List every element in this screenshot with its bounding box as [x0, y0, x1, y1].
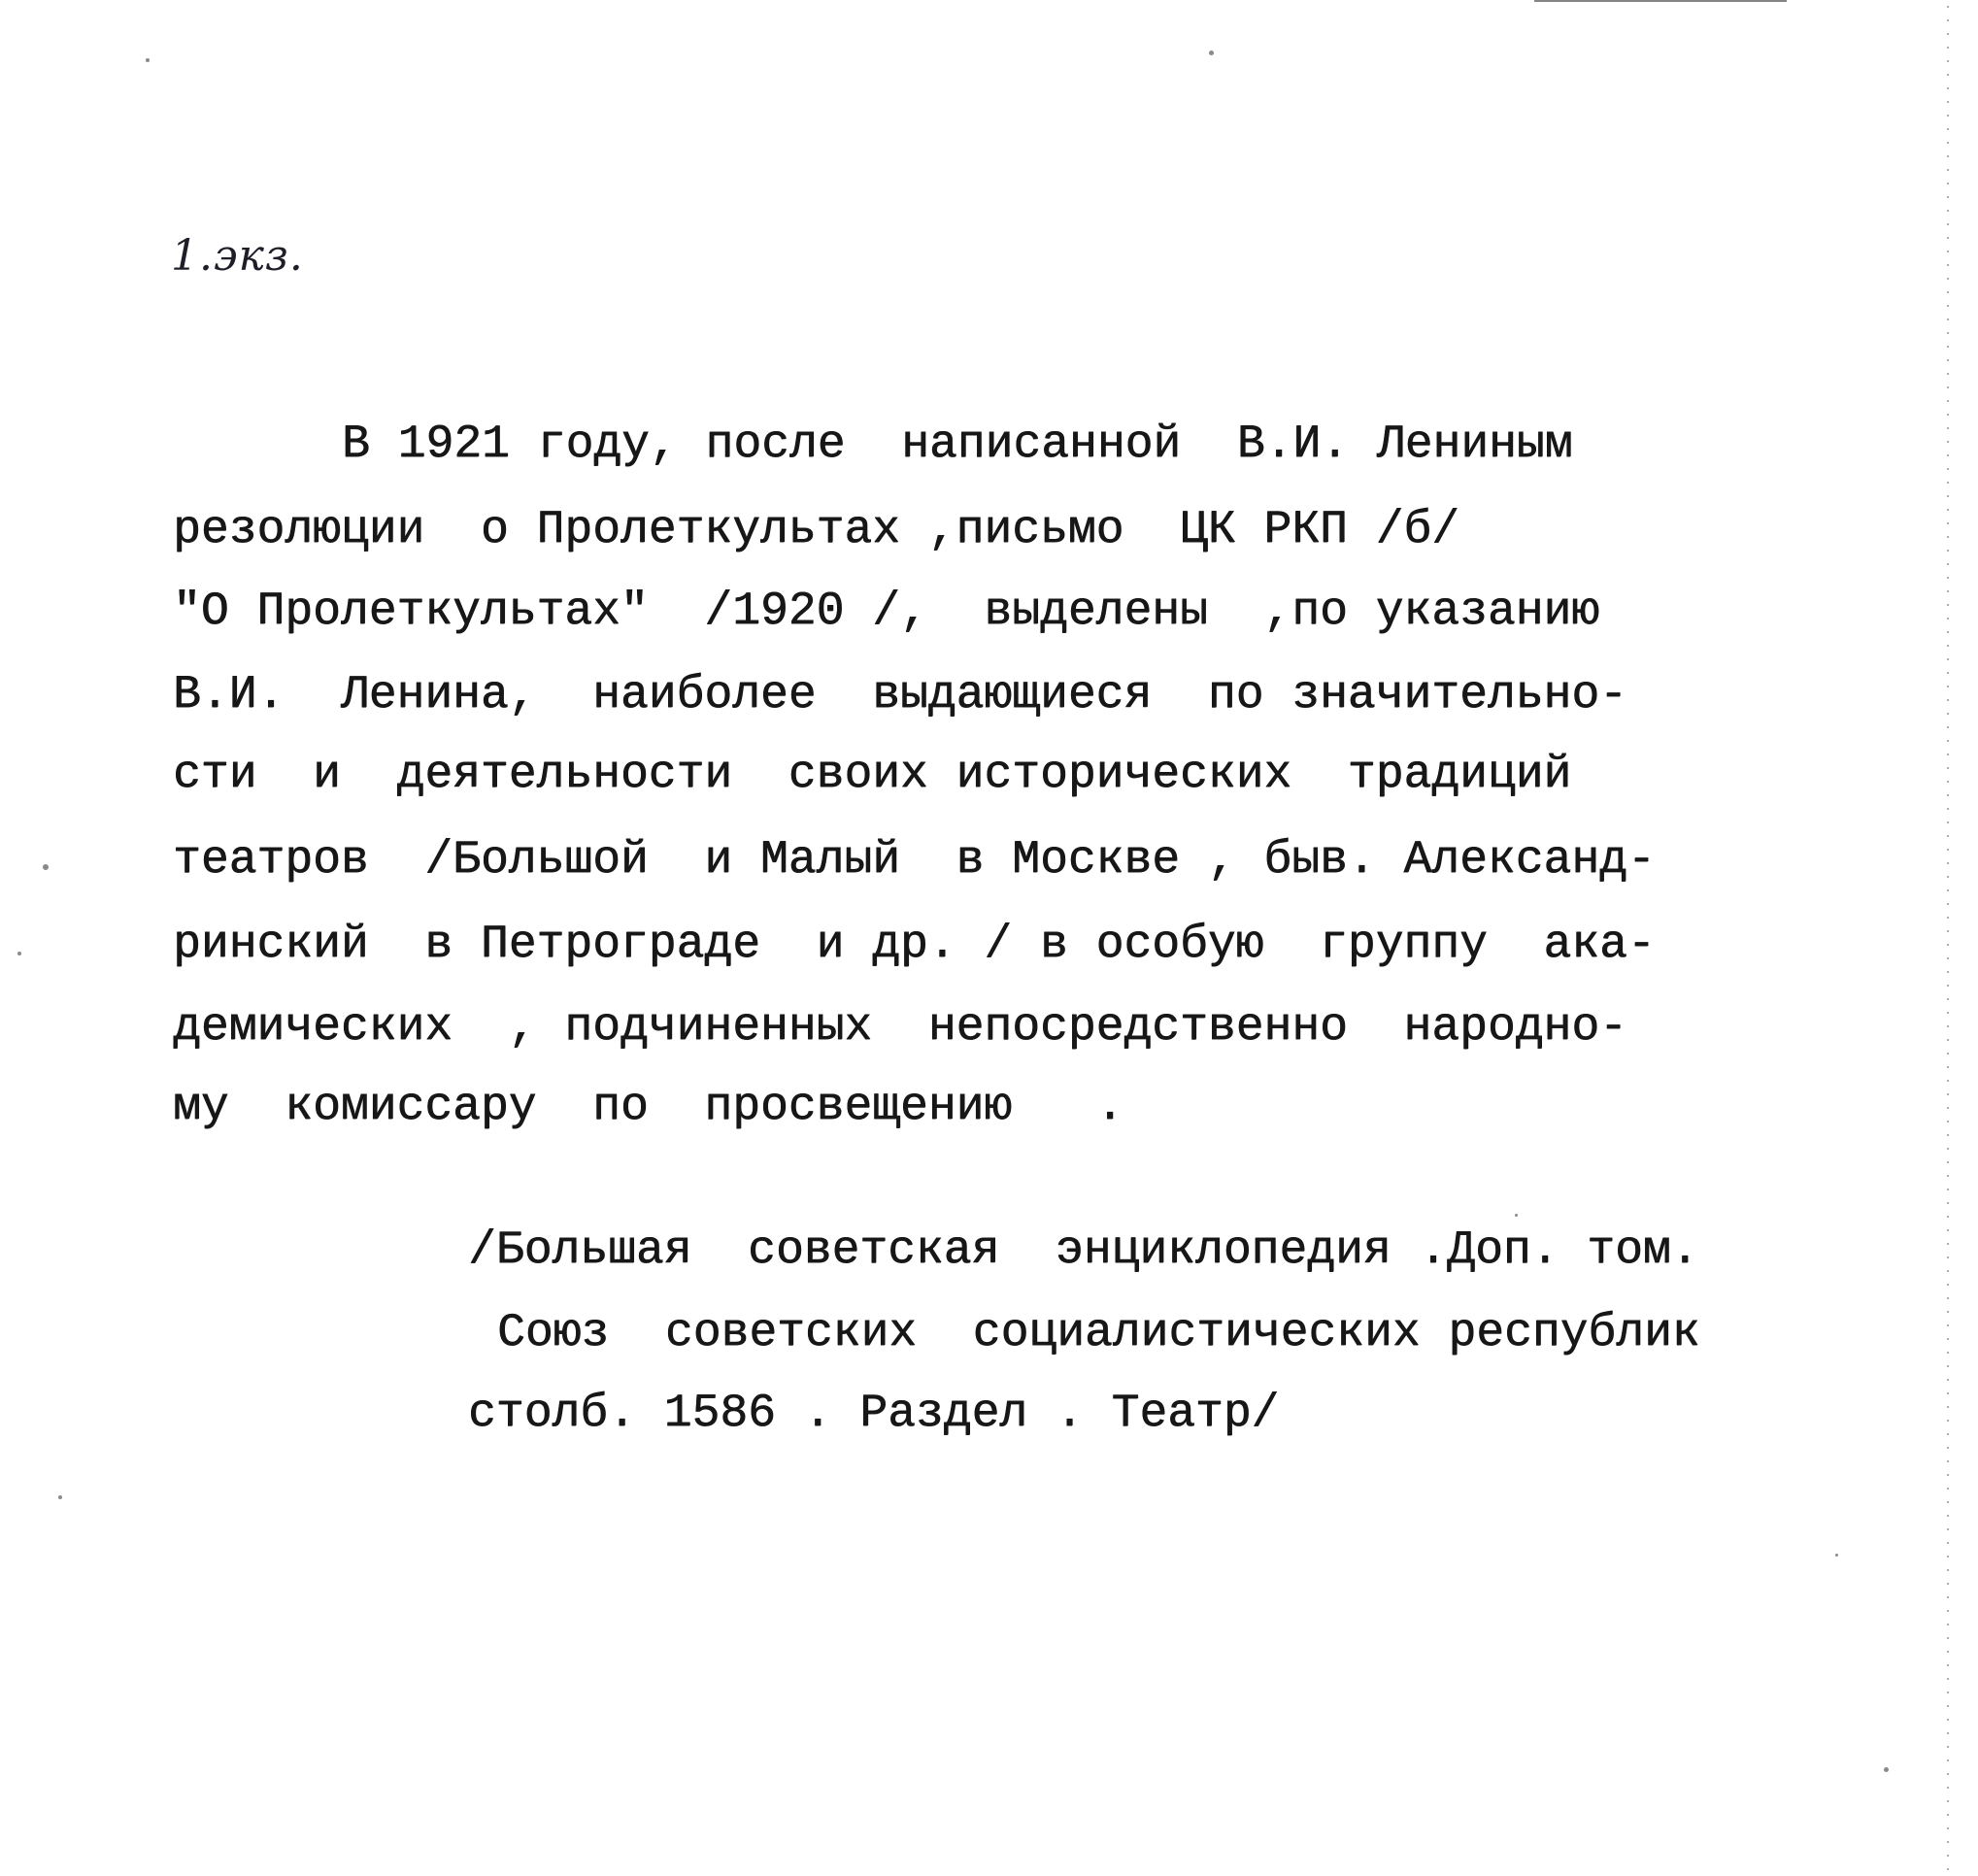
- scan-speck: [1515, 1214, 1518, 1217]
- citation-line-3: столб. 1586 . Раздел . Театр/: [468, 1388, 1280, 1440]
- scan-speck: [1835, 1554, 1838, 1557]
- citation-line-1: /Большая советская энциклопедия .Доп. том.: [468, 1224, 1699, 1277]
- scan-speck: [1884, 1767, 1889, 1772]
- body-line-8: демических , подчиненных непосредственно народно-: [173, 1001, 1627, 1054]
- right-margin-binding-marks: [1943, 0, 1953, 1876]
- body-line-6: театров /Большой и Малый в Москве , быв. Александ-: [173, 834, 1656, 887]
- body-line-7: ринский в Петрограде и др. / в особую группу ака-: [173, 919, 1656, 971]
- citation-line-2: Союз советских социалистических республик: [497, 1307, 1700, 1359]
- scan-speck: [17, 952, 21, 955]
- body-line-3: "О Пролеткультах" /1920 /, выделены ,по указанию: [173, 586, 1600, 638]
- body-line-2: резолюции о Пролеткультах ,письмо ЦК РКП /б/: [173, 504, 1460, 556]
- handwritten-copy-mark: 1.экз.: [171, 231, 304, 281]
- top-edge-rule: [1534, 0, 1787, 2]
- scan-speck: [58, 1495, 62, 1499]
- scan-speck: [146, 58, 150, 62]
- body-line-9: му комиссару по просвещению .: [173, 1081, 1124, 1133]
- body-line-5: сти и деятельности своих исторических традиций: [173, 749, 1572, 801]
- body-line-1: В 1921 году, после написанной В.И. Лениным: [342, 419, 1573, 471]
- scan-speck: [1209, 50, 1214, 55]
- body-line-4: В.И. Ленина, наиболее выдающиеся по значительно-: [173, 669, 1627, 721]
- scan-speck: [43, 864, 49, 870]
